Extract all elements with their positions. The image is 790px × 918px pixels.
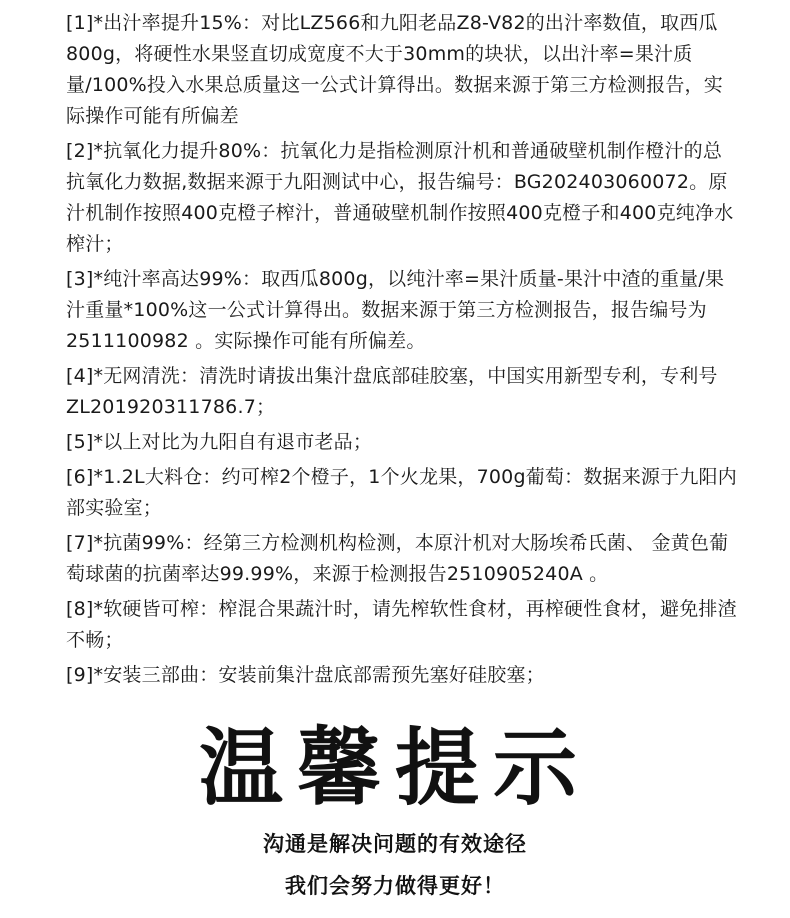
footnote-9: [9]*安装三部曲：安装前集汁盘底部需预先塞好硅胶塞； (66, 664, 545, 686)
tip-line-2: 我们会努力做得更好！ (285, 874, 505, 898)
footnote-4: [4]*无网清洗：清洗时请拔出集汁盘底部硅胶塞，中国实用新型专利，专利号ZL201920311786.7； (66, 365, 718, 418)
footnote-3: [3]*纯汁率高达99%：取西瓜800g，以纯汁率=果汁质量-果汁中渣的重量/果汁重量*100%这一公式计算得出。数据来源于第三方检测报告，报告编号为2511100982 。实际操作可能有所偏差。 (66, 268, 725, 352)
footnote-5: [5]*以上对比为九阳自有退市老品； (66, 431, 373, 453)
footnote-7: [7]*抗菌99%：经第三方检测机构检测，本原汁机对大肠埃希氏菌、 金黄色葡萄球菌的抗菌率达99.99%，来源于检测报告2510905240A 。 (66, 532, 729, 585)
footnote-1: [1]*出汁率提升15%：对比LZ566和九阳老品Z8-V82的出汁率数值，取西瓜800g，将硬性水果竖直切成宽度不大于30mm的块状，以出汁率=果汁质量/100%投入水果总质量这一公式计算得出。数据来源于第三方检测报告，实际操作可能有所偏差 (66, 12, 723, 127)
footnote-2: [2]*抗氧化力提升80%：抗氧化力是指检测原汁机和普通破壁机制作橙汁的总抗氧化力数据,数据来源于九阳测试中心，报告编号：BG202403060072。原汁机制作按照400克橙子榨汁，普通破壁机制作按照400克橙子和400克纯净水榨汁； (66, 140, 734, 255)
footnote-6: [6]*1.2L大料仓：约可榨2个橙子，1个火龙果，700g葡萄：数据来源于九阳内部实验室； (66, 466, 737, 519)
footnotes (66, 8, 740, 695)
tip-line-1: 沟通是解决问题的有效途径 (263, 832, 527, 856)
tip-title: 温馨提示 (198, 719, 591, 817)
footnote-8: [8]*软硬皆可榨：榨混合果蔬汁时，请先榨软性食材，再榨硬性食材，避免排渣不畅； (66, 598, 737, 651)
